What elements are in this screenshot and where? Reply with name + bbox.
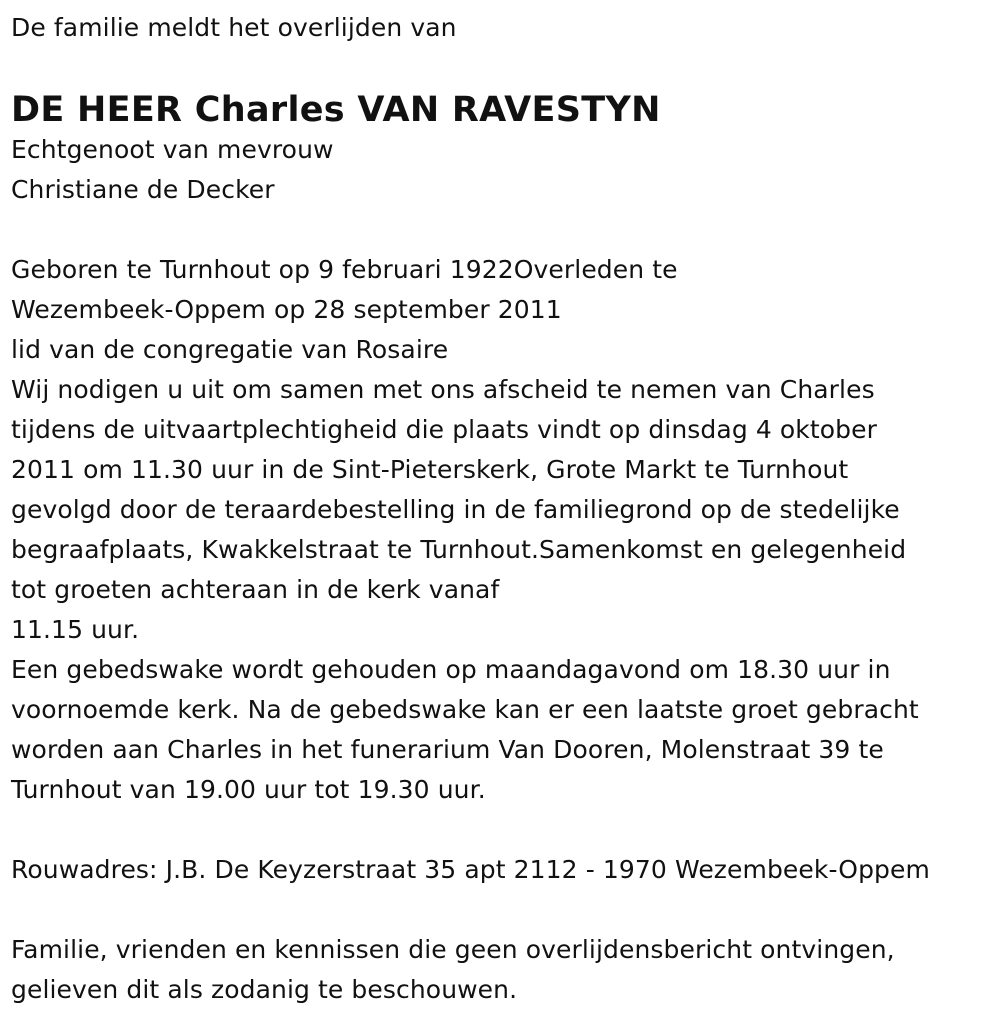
intro-line: De familie meldt het overlijden van (11, 13, 457, 42)
closing-line: gelieven dit als zodanig te beschouwen. (11, 975, 518, 1004)
detail-line: Wij nodigen u uit om samen met ons afscheid te nemen van Charles (11, 375, 875, 404)
spacer (11, 210, 986, 250)
detail-line: voornoemde kerk. Na de gebedswake kan er een laatste groet gebracht (11, 695, 919, 724)
deceased-name: DE HEER Charles VAN RAVESTYN (11, 90, 661, 130)
detail-line: 11.15 uur. (11, 615, 140, 644)
spacer (11, 810, 986, 850)
detail-line: Geboren te Turnhout op 9 februari 1922Overleden te (11, 255, 678, 284)
spacer (11, 48, 986, 88)
spouse-line: Echtgenoot van mevrouw (11, 135, 334, 164)
spouse-line: Christiane de Decker (11, 175, 275, 204)
death-notice (11, 8, 986, 1010)
detail-line: 2011 om 11.30 uur in de Sint-Pieterskerk, Grote Markt te Turnhout (11, 455, 849, 484)
detail-line: worden aan Charles in het funerarium Van Dooren, Molenstraat 39 te (11, 735, 884, 764)
detail-line: gevolgd door de teraardebestelling in de familiegrond op de stedelijke (11, 495, 900, 524)
detail-line: begraafplaats, Kwakkelstraat te Turnhout.Samenkomst en gelegenheid (11, 535, 907, 564)
detail-line: lid van de congregatie van Rosaire (11, 335, 449, 364)
detail-line: tot groeten achteraan in de kerk vanaf (11, 575, 500, 604)
closing-line: Familie, vrienden en kennissen die geen overlijdensbericht ontvingen, (11, 935, 895, 964)
detail-line: Een gebedswake wordt gehouden op maandagavond om 18.30 uur in (11, 655, 891, 684)
details-block (11, 250, 986, 810)
closing-block (11, 930, 986, 1010)
detail-line: tijdens de uitvaartplechtigheid die plaats vindt op dinsdag 4 oktober (11, 415, 877, 444)
spouse-block (11, 130, 986, 210)
detail-line: Wezembeek-Oppem op 28 september 2011 (11, 295, 562, 324)
detail-line: Turnhout van 19.00 uur tot 19.30 uur. (11, 775, 486, 804)
spacer (11, 890, 986, 930)
mourning-address: Rouwadres: J.B. De Keyzerstraat 35 apt 2112 - 1970 Wezembeek-Oppem (11, 855, 930, 884)
